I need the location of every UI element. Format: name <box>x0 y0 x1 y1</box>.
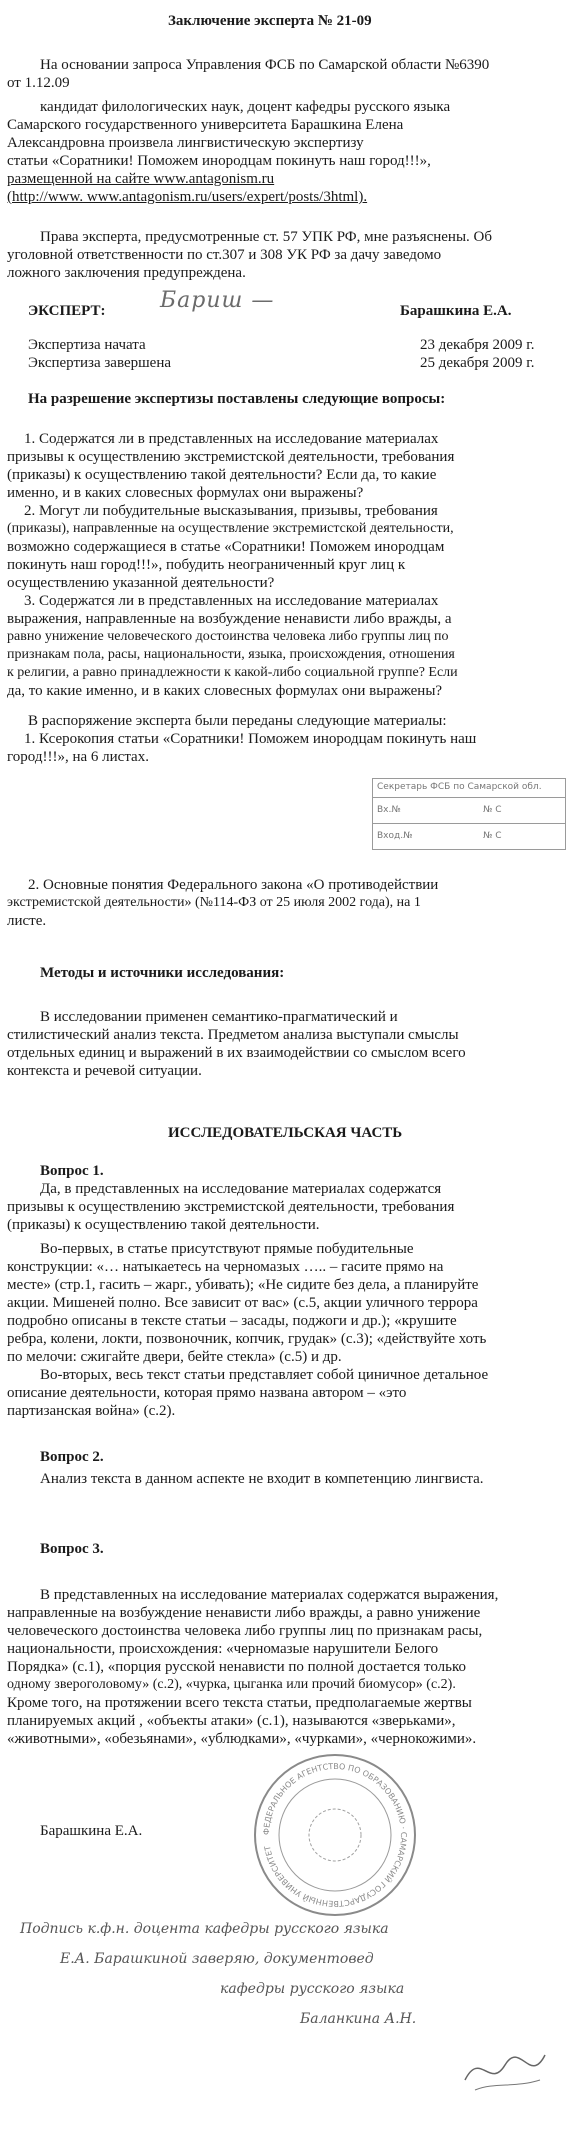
methods-line: отдельных единиц и выражений в их взаимодействии со смыслом всего <box>7 1045 466 1061</box>
q1-line: партизанская война» (с.2). <box>7 1403 176 1419</box>
question-line: призывы к осуществлению экстремистской деятельности, требования <box>7 449 455 465</box>
methods-line: контекста и речевой ситуации. <box>7 1063 202 1079</box>
q3-heading: Вопрос 3. <box>40 1541 104 1557</box>
exam-finished-date: 25 декабря 2009 г. <box>420 355 535 371</box>
exam-started-label: Экспертиза начата <box>28 337 146 353</box>
q1-line: подробно описаны в тексте статьи – засады, поджоги и др.); «крушите <box>7 1313 457 1329</box>
handwritten-line: Баланкина А.Н. <box>300 2011 417 2027</box>
question-line: возможно содержащиеся в статье «Соратники! Поможем инородцам <box>7 539 445 555</box>
methods-heading: Методы и источники исследования: <box>40 965 285 981</box>
seal-text: ФЕДЕРАЛЬНОЕ АГЕНТСТВО ПО ОБРАЗОВАНИЮ · САМАРСКИЙ ГОСУДАРСТВЕННЫЙ УНИВЕРСИТЕТ <box>261 1761 409 1909</box>
exam-started-date: 23 декабря 2009 г. <box>420 337 535 353</box>
handwritten-line: Е.А. Барашкиной заверяю, документовед <box>60 1951 374 1967</box>
q1-line: ребра, колени, локти, позвоночник, копчик, грудак» (с.3); «действуйте хоть <box>7 1331 487 1347</box>
intro-line: статьи «Соратники! Поможем инородцам покинуть наш город!!!», <box>7 153 431 169</box>
q2-heading: Вопрос 2. <box>40 1449 104 1465</box>
q3-line: «животными», «обезьянами», «ублюдками», «чурками», «чернокожими». <box>7 1731 477 1747</box>
question-line: (приказы), направленные на осуществление экстремистской деятельности, <box>7 521 454 536</box>
q1-line: описание деятельности, которая прямо названа автором – «это <box>7 1385 407 1401</box>
question-line: признакам пола, расы, национальности, языка, происхождения, отношения <box>7 647 455 662</box>
handwritten-signature <box>460 2040 550 2100</box>
expert-name: Барашкина Е.А. <box>400 303 512 319</box>
q1-line: призывы к осуществлению экстремистской деятельности, требования <box>7 1199 455 1215</box>
materials-item2-line: экстремистской деятельности» (№114-ФЗ от 25 июля 2002 года), на 1 <box>7 895 421 910</box>
q3-line: Кроме того, на протяжении всего текста статьи, предполагаемые жертвы <box>7 1695 472 1711</box>
methods-line: стилистический анализ текста. Предметом анализа выступали смыслы <box>7 1027 459 1043</box>
question-line: покинуть наш город!!!», побудить неограниченный круг лиц к <box>7 557 406 573</box>
rights-line: уголовной ответственности по ст.307 и 308 УК РФ за дачу заведомо <box>7 247 442 263</box>
research-heading: ИССЛЕДОВАТЕЛЬСКАЯ ЧАСТЬ <box>168 1125 403 1141</box>
question-line: именно, и в каких словесных формулах они выражены? <box>7 485 364 501</box>
intro-url-link[interactable]: (http://www. www.antagonism.ru/users/expert/posts/3html). <box>7 189 368 205</box>
rights-line: ложного заключения предупреждена. <box>7 265 246 281</box>
question-line: 2. Могут ли побудительные высказывания, призывы, требования <box>24 503 438 519</box>
question-line: равно унижение человеческого достоинства человека либо группы лиц по <box>7 629 449 644</box>
materials-item1-line: 1. Ксерокопия статьи «Соратники! Поможем инородцам покинуть наш <box>24 731 477 747</box>
intro-site-link[interactable]: размещенной на сайте www.antagonism.ru <box>7 171 275 187</box>
document-title: Заключение эксперта № 21-09 <box>168 13 372 29</box>
registration-stamp <box>372 778 566 850</box>
q1-heading: Вопрос 1. <box>40 1163 104 1179</box>
intro-line: от 1.12.09 <box>7 75 70 91</box>
q3-line: планируемых акций , «объекты атаки» (с.1), называются «зверьками», <box>7 1713 456 1729</box>
q3-line: человеческого достоинства человека либо группы лиц по признакам расы, <box>7 1623 483 1639</box>
materials-item1-line: город!!!», на 6 листах. <box>7 749 149 765</box>
q1-line: Во-вторых, весь текст статьи представляет собой циничное детальное <box>40 1367 489 1383</box>
q1-line: месте» (стр.1, гасить – жарг., убивать); «Не сидите без дела, а планируйте <box>7 1277 479 1293</box>
stamp-row-value: № С <box>483 805 502 815</box>
rights-line: Права эксперта, предусмотренные ст. 57 УПК РФ, мне разъяснены. Об <box>40 229 492 245</box>
intro-line: На основании запроса Управления ФСБ по Самарской области №6390 <box>40 57 490 73</box>
stamp-row-value: № С <box>483 831 502 841</box>
question-line: 1. Содержатся ли в представленных на исследование материалах <box>24 431 439 447</box>
q3-line: Порядка» (с.1), «порция русской ненависти по полной достается только <box>7 1659 467 1675</box>
handwritten-line: кафедры русского языка <box>220 1981 405 1997</box>
question-line: выражения, направленные на возбуждение ненависти либо вражды, а <box>7 611 452 627</box>
q1-line: акции. Мишеней полно. Все зависит от вас» (с.5, акции уличного террора <box>7 1295 478 1311</box>
question-line: к религии, а равно принадлежности к какой-либо социальной группе? Если <box>7 665 458 680</box>
question-line: (приказы) к осуществлению такой деятельности? Если да, то какие <box>7 467 437 483</box>
intro-line: кандидат филологических наук, доцент кафедры русского языка <box>40 99 451 115</box>
q3-line: направленные на возбуждение ненависти либо вражды, а равно унижение <box>7 1605 481 1621</box>
intro-line: Самарского государственного университета Барашкина Елена <box>7 117 404 133</box>
question-line: осуществлению указанной деятельности? <box>7 575 275 591</box>
q1-line: по мелочи: сжигайте двери, бейте стекла» (с.5) и др. <box>7 1349 342 1365</box>
stamp-row-label: Вх.№ <box>377 805 401 815</box>
materials-intro: В распоряжение эксперта были переданы следующие материалы: <box>28 713 447 729</box>
materials-item2-line: 2. Основные понятия Федерального закона «О противодействии <box>28 877 439 893</box>
q1-line: (приказы) к осуществлению такой деятельности. <box>7 1217 320 1233</box>
methods-line: В исследовании применен семантико-прагматический и <box>40 1009 398 1025</box>
q3-line: одному звероголовому» (с.2), «чурка, цыганка или прочий биомусор» (с.2). <box>7 1677 456 1692</box>
stamp-row-label: Вход.№ <box>377 831 413 841</box>
materials-item2-line: листе. <box>7 913 47 929</box>
q1-line: Да, в представленных на исследование материалах содержатся <box>40 1181 442 1197</box>
stamp-header: Секретарь ФСБ по Самарской обл. <box>377 782 542 792</box>
exam-finished-label: Экспертиза завершена <box>28 355 172 371</box>
expert-label: ЭКСПЕРТ: <box>28 303 106 319</box>
question-line: да, то какие именно, и в каких словесных формулах они выражены? <box>7 683 443 699</box>
expert-signature: Бариш — <box>160 288 275 313</box>
q2-text: Анализ текста в данном аспекте не входит в компетенцию лингвиста. <box>40 1471 484 1487</box>
questions-heading: На разрешение экспертизы поставлены следующие вопросы: <box>28 391 446 407</box>
q3-line: В представленных на исследование материалах содержатся выражения, <box>40 1587 499 1603</box>
handwritten-line: Подпись к.ф.н. доцента кафедры русского языка <box>20 1921 389 1937</box>
footer-name: Барашкина Е.А. <box>40 1823 143 1839</box>
intro-line: Александровна произвела лингвистическую экспертизу <box>7 135 364 151</box>
question-line: 3. Содержатся ли в представленных на исследование материалах <box>24 593 439 609</box>
q3-line: национальности, происхождения: «черномазые нарушители Белого <box>7 1641 439 1657</box>
university-seal <box>250 1750 420 1920</box>
q1-line: конструкции: «… натыкаетесь на черномазых ….. – гасите прямо на <box>7 1259 444 1275</box>
q1-line: Во-первых, в статье присутствуют прямые побудительные <box>40 1241 414 1257</box>
